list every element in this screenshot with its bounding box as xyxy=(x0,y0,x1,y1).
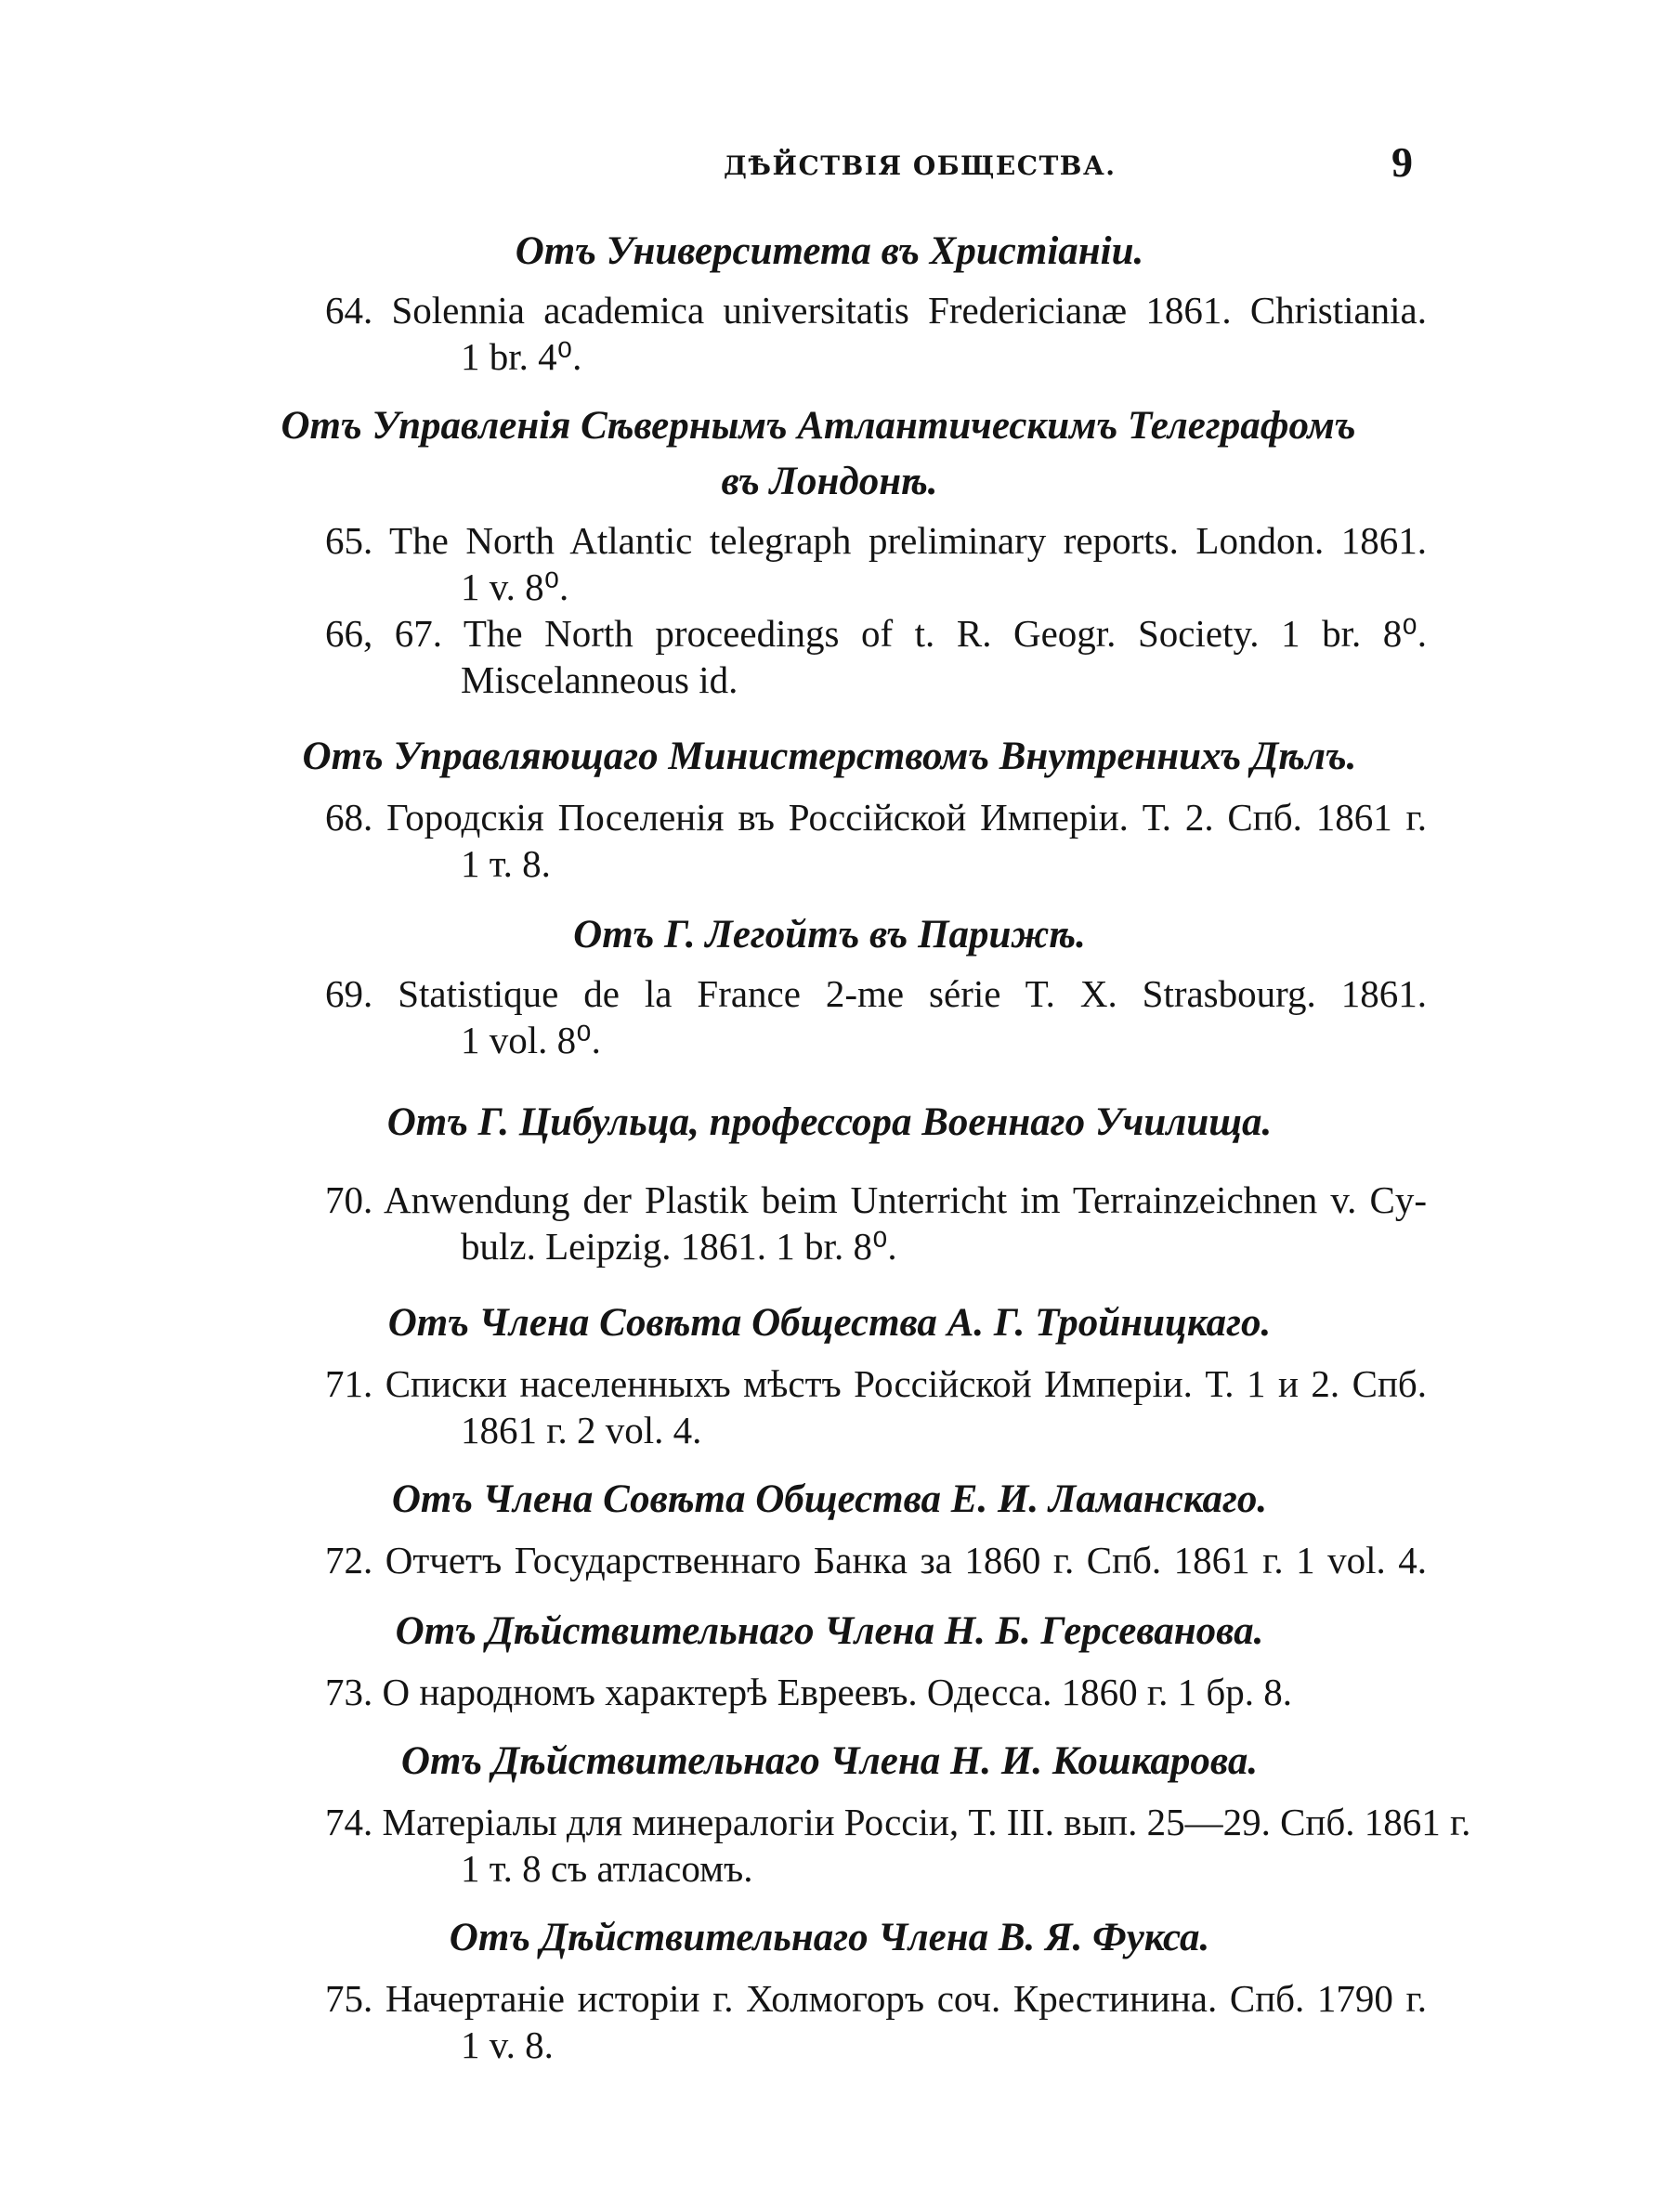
entry-line: 1 vol. 8⁰. xyxy=(461,1019,601,1061)
entry-line: 1 v. 8. xyxy=(461,2023,554,2066)
entry-line: bulz. Leipzig. 1861. 1 br. 8⁰. xyxy=(461,1225,897,1268)
section-heading: Отъ Дѣйствительнаго Члена Н. Б. Герсеванова. xyxy=(395,1609,1264,1653)
entry-line: 1 т. 8. xyxy=(461,842,551,885)
entry-line: Miscelanneous id. xyxy=(461,658,738,701)
running-head xyxy=(0,137,1659,193)
entry-line: 68. Городскія Поселенія въ Россійской Имперіи. Т. 2. Спб. 1861 г. xyxy=(325,796,1427,839)
page-number: 9 xyxy=(1391,138,1413,186)
entry-line: 70. Anwendung der Plastik beim Unterricht im Terrainzeichnen v. Cy- xyxy=(325,1178,1427,1221)
entry-line: 64. Solennia academica universitatis Fredericianæ 1861. Christiania. xyxy=(325,289,1427,332)
section-heading: Отъ Члена Совѣта Общества А. Г. Тройницкаго. xyxy=(387,1301,1272,1345)
section-heading: Отъ Управляющаго Министерствомъ Внутреннихъ Дѣлъ. xyxy=(302,735,1357,778)
entry-line: 1 v. 8⁰. xyxy=(461,566,569,608)
section-heading: Отъ Университета въ Христіаніи. xyxy=(515,229,1144,273)
section-heading: Отъ Дѣйствительнаго Члена Н. И. Кошкарова. xyxy=(400,1739,1259,1783)
section-heading-cont: въ Лондонѣ. xyxy=(721,460,938,503)
entry-line: 66, 67. The North proceedings of t. R. Geogr. Society. 1 br. 8⁰. xyxy=(325,612,1427,655)
entry-line: 75. Начертаніе исторіи г. Холмогоръ соч. Крестинина. Спб. 1790 г. xyxy=(325,1977,1427,2020)
section-heading: Отъ Дѣйствительнаго Члена В. Я. Фукса. xyxy=(449,1916,1210,1959)
running-title: ДѢЙСТВІЯ ОБЩЕСТВА. xyxy=(724,150,1117,181)
section-heading: Отъ Управленія Сѣвернымъ Атлантическимъ Телеграфомъ xyxy=(281,404,1356,448)
section-heading: Отъ Г. Легойтъ въ Парижѣ. xyxy=(573,913,1086,956)
section-heading: Отъ Члена Совѣта Общества Е. И. Ламанскаго. xyxy=(391,1477,1268,1521)
entry-line: 74. Матеріалы для минералогіи Россіи, Т. III. вып. 25—29. Спб. 1861 г. xyxy=(325,1801,1471,1843)
entry-line: 69. Statistique de la France 2-me série T. X. Strasbourg. 1861. xyxy=(325,972,1427,1015)
entry-line: 71. Списки населенныхъ мѣстъ Россійской Имперіи. Т. 1 и 2. Спб. xyxy=(325,1362,1427,1405)
entry-line: 72. Отчетъ Государственнаго Банка за 1860 г. Спб. 1861 г. 1 vol. 4. xyxy=(325,1539,1427,1581)
entry-line: 1861 г. 2 vol. 4. xyxy=(461,1409,702,1451)
section-heading: Отъ Г. Цибульца, профессора Военнаго Училища. xyxy=(386,1100,1273,1144)
entry-line: 1 br. 4⁰. xyxy=(461,335,582,378)
entry-line: 1 т. 8 съ атласомъ. xyxy=(461,1847,753,1890)
entry-line: 73. О народномъ характерѣ Евреевъ. Одесса. 1860 г. 1 бр. 8. xyxy=(325,1671,1292,1713)
entry-line: 65. The North Atlantic telegraph preliminary reports. London. 1861. xyxy=(325,519,1427,562)
